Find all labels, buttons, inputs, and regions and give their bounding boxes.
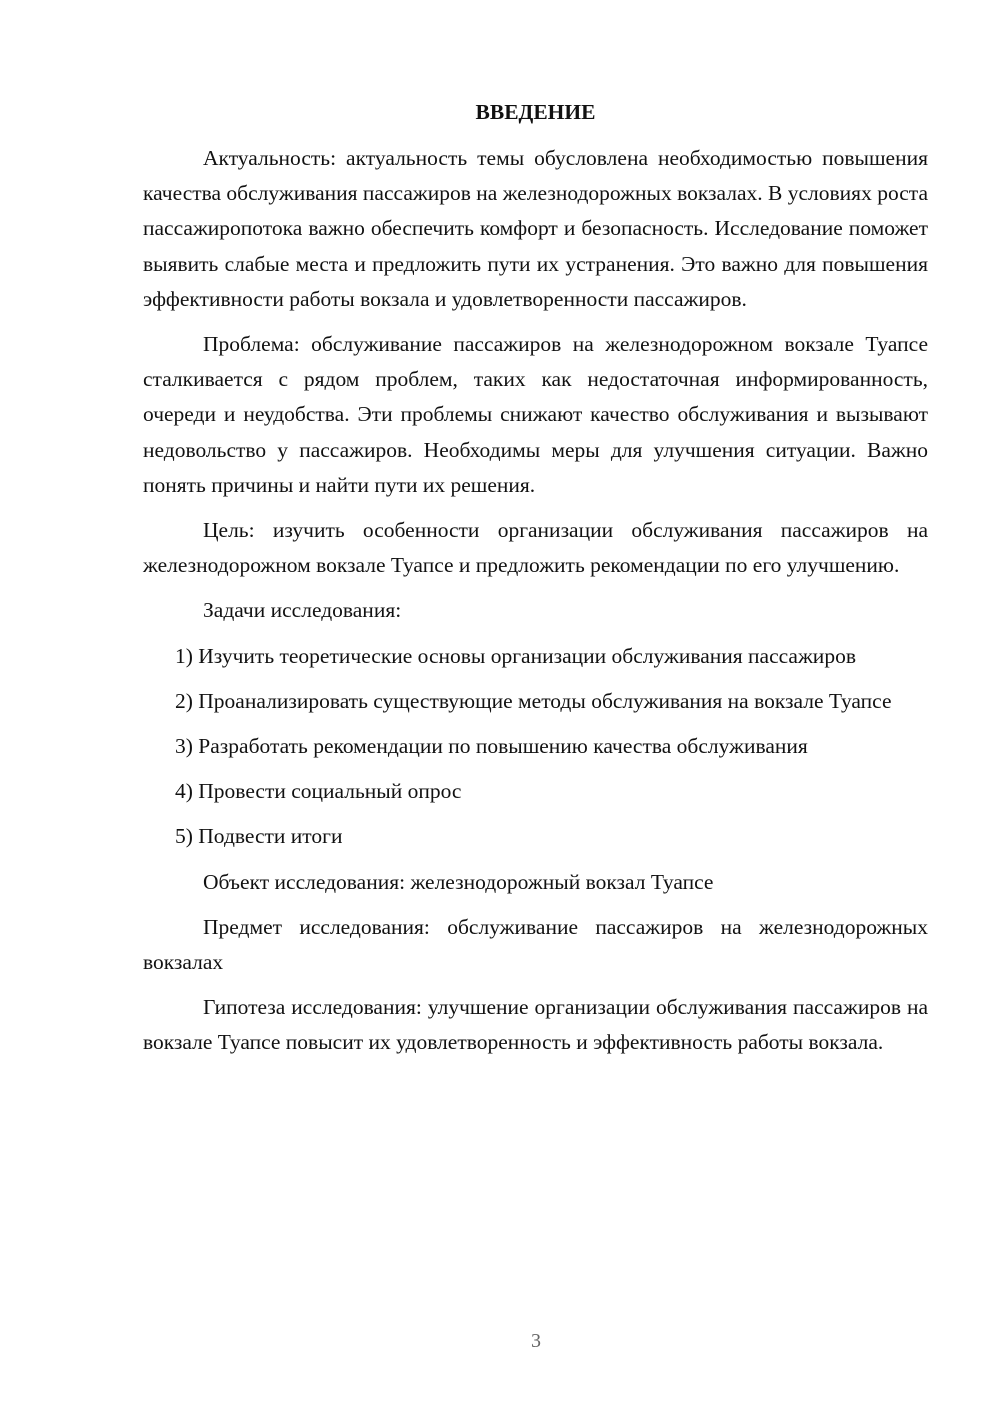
paragraph-relevance: Актуальность: актуальность темы обусловлена необходимостью повышения качества обслуживания пассажиров на железнодорожных вокзалах. В условиях роста пассажиропотока важно обеспечить комфорт и безопасность. Исследование поможет выявить слабые места и предложить пути их устранения. Это важно для повышения эффективности работы вокзала и удовлетворенности пассажиров. xyxy=(143,146,928,311)
paragraph-hypothesis: Гипотеза исследования: улучшение организации обслуживания пассажиров на вокзале Туапсе повысит их удовлетворенность и эффективность работы вокзала. xyxy=(143,995,928,1055)
task-item-1: 1) Изучить теоретические основы организации обслуживания пассажиров xyxy=(175,643,856,668)
paragraph-goal: Цель: изучить особенности организации обслуживания пассажиров на железнодорожном вокзале Туапсе и предложить рекомендации по его улучшению. xyxy=(143,518,928,578)
tasks-heading: Задачи исследования: xyxy=(203,598,402,623)
paragraph-object: Объект исследования: железнодорожный вокзал Туапсе xyxy=(203,869,714,894)
document-page xyxy=(143,95,928,1071)
paragraph-problem: Проблема: обслуживание пассажиров на железнодорожном вокзале Туапсе сталкивается с рядом проблем, таких как недостаточная информированность, очереди и неудобства. Эти проблемы снижают качество обслуживания и вызывают недовольство у пассажиров. Необходимы меры для улучшения ситуации. Важно понять причины и найти пути их решения. xyxy=(143,332,928,497)
task-item-2: 2) Проанализировать существующие методы обслуживания на вокзале Туапсе xyxy=(175,688,892,713)
task-item-5: 5) Подвести итоги xyxy=(175,824,343,849)
page-number: 3 xyxy=(531,1330,541,1352)
section-title: ВВЕДЕНИЕ xyxy=(475,100,596,124)
paragraph-subject: Предмет исследования: обслуживание пассажиров на железнодорожных вокзалах xyxy=(143,914,928,975)
task-item-4: 4) Провести социальный опрос xyxy=(175,779,462,804)
task-item-3: 3) Разработать рекомендации по повышению качества обслуживания xyxy=(175,734,808,759)
